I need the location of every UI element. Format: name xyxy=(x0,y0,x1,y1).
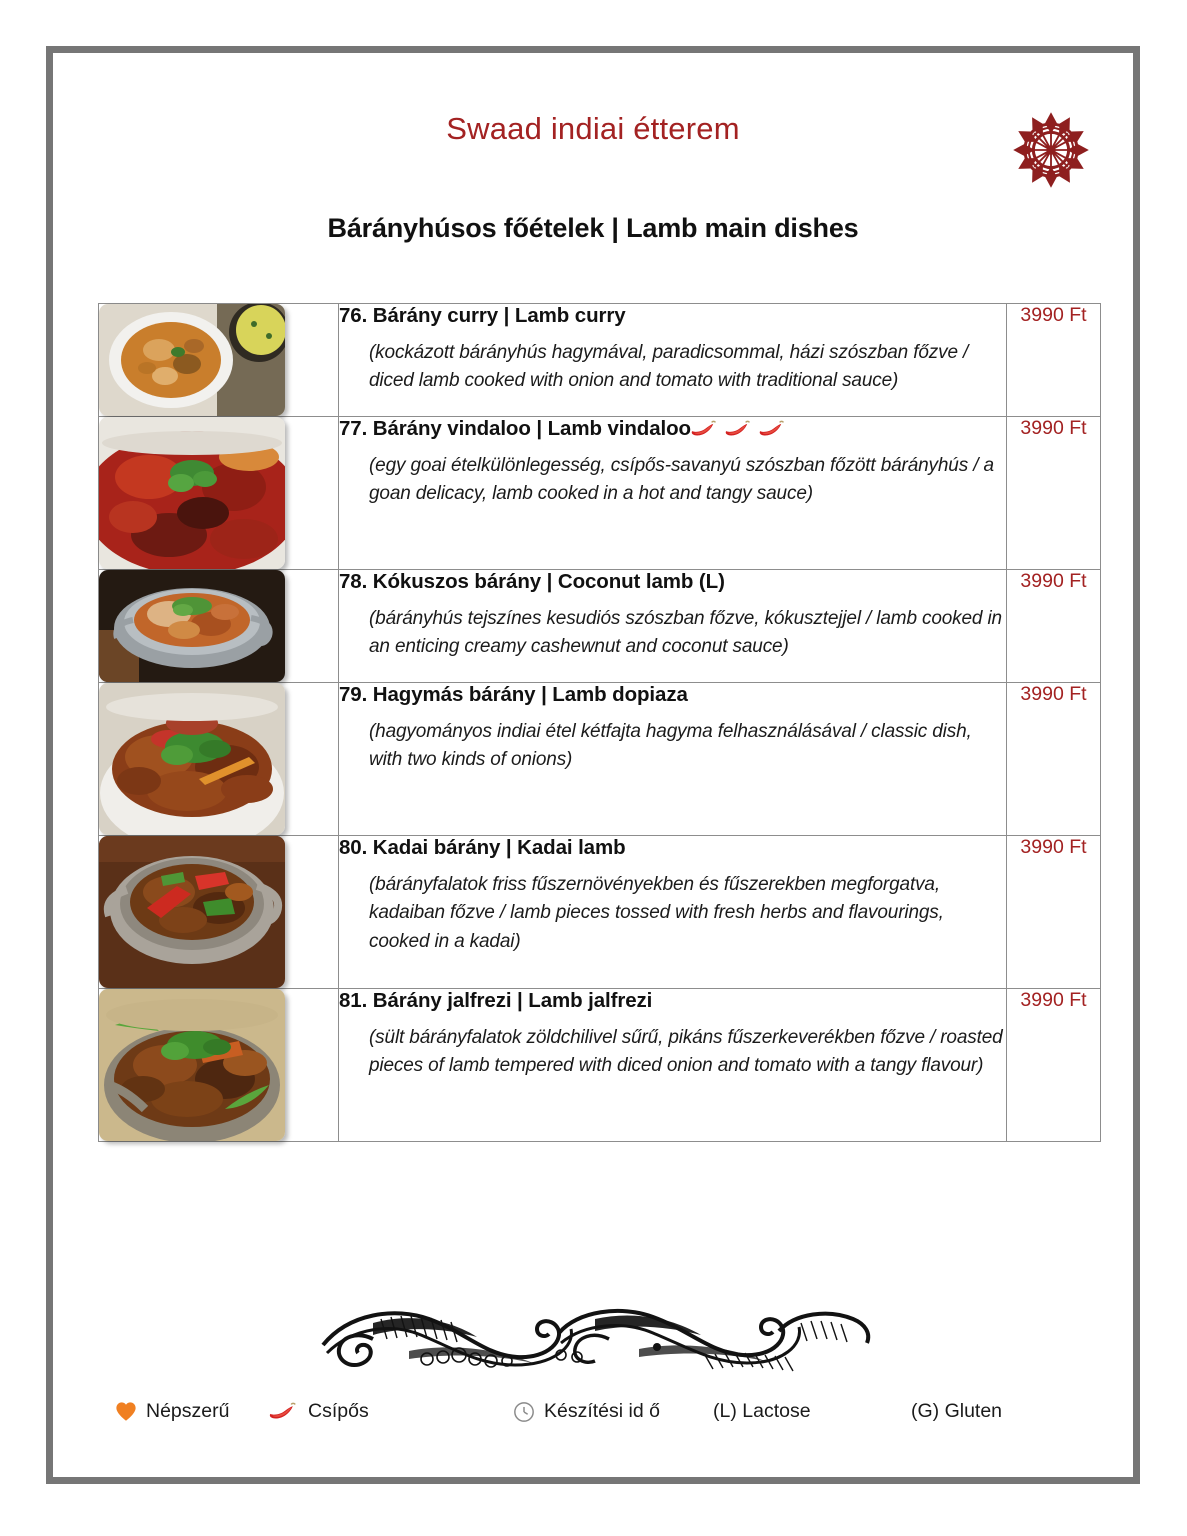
dish-detail-cell xyxy=(339,570,1007,683)
table-row xyxy=(99,683,1101,836)
dish-detail-cell xyxy=(339,304,1007,417)
mandala-rosette-logo xyxy=(1009,108,1093,192)
dish-detail-cell xyxy=(339,417,1007,570)
legend-item-gluten xyxy=(911,1400,1002,1423)
dish-price-cell xyxy=(1007,989,1101,1142)
page-title: Bárányhúsos főételek | Lamb main dishes xyxy=(327,213,859,243)
coconut-lamb-photo xyxy=(99,570,285,682)
table-row xyxy=(99,417,1101,570)
lamb-vindaloo-photo xyxy=(99,417,285,569)
dish-price: 3990 Ft xyxy=(1020,304,1087,326)
legend-label: Csípős xyxy=(308,1400,369,1422)
dish-title-text: 79. Hagymás bárány | Lamb dopiaza xyxy=(339,683,688,706)
dish-photo-cell xyxy=(99,570,339,683)
dish-price-cell xyxy=(1007,836,1101,989)
legend-label: Készítési id ő xyxy=(544,1400,660,1422)
dish-title xyxy=(339,304,1006,329)
dish-title-text: 81. Bárány jalfrezi | Lamb jalfrezi xyxy=(339,989,653,1012)
dish-price: 3990 Ft xyxy=(1020,683,1087,705)
spice-level-indicator xyxy=(692,420,792,438)
dish-title-text: 77. Bárány vindaloo | Lamb vindaloo xyxy=(339,417,691,440)
chili-icon xyxy=(690,420,719,438)
dish-title xyxy=(339,683,1006,708)
legend-item-prep-time xyxy=(513,1400,660,1423)
chili-icon xyxy=(268,1402,299,1421)
dish-price-cell xyxy=(1007,304,1101,417)
dish-price-cell xyxy=(1007,417,1101,570)
chili-icon xyxy=(758,420,787,438)
dish-title-text: 80. Kadai bárány | Kadai lamb xyxy=(339,836,626,859)
table-row xyxy=(99,304,1101,417)
dish-description: (kockázott bárányhús hagymával, paradicsommal, házi szószban főzve / diced lamb cooked with onion and tomato with traditional sauce) xyxy=(369,341,969,392)
dish-photo-cell xyxy=(99,836,339,989)
legend-label: Népszerű xyxy=(146,1400,230,1422)
legend-item-lactose xyxy=(713,1400,811,1423)
dish-description: (bárányhús tejszínes kesudiós szószban főzve, kókusztejjel / lamb cooked in an enticing creamy cashewnut and coconut sauce) xyxy=(369,607,1002,658)
dish-description: (egy goai ételkülönlegesség, csípős-savanyú szószban főzött bárányhús / a goan delicacy, lamb cooked in a hot and tangy sauce) xyxy=(369,454,994,505)
legend-item-spicy xyxy=(268,1400,369,1423)
legend-item-popular xyxy=(115,1400,229,1423)
dish-detail-cell xyxy=(339,989,1007,1142)
dish-title-text: 78. Kókuszos bárány | Coconut lamb (L) xyxy=(339,570,725,593)
dish-price-cell xyxy=(1007,683,1101,836)
dish-description: (bárányfalatok friss fűszernövényekben és fűszerekben megforgatva, kadaiban főzve / lamb pieces tossed with fresh herbs and flavourings, cooked in a kadai) xyxy=(369,873,944,953)
lamb-dopiaza-photo xyxy=(99,683,285,835)
legend-label: (G) Gluten xyxy=(911,1400,1003,1422)
dish-photo-cell xyxy=(99,989,339,1142)
table-row xyxy=(99,836,1101,989)
dish-photo-cell xyxy=(99,683,339,836)
table-row xyxy=(99,989,1101,1142)
dish-photo-cell xyxy=(99,417,339,570)
dish-price: 3990 Ft xyxy=(1020,417,1087,439)
clock-icon xyxy=(513,1401,535,1423)
dish-detail-cell xyxy=(339,683,1007,836)
lamb-jalfrezi-photo xyxy=(99,989,285,1141)
legend xyxy=(103,1398,1063,1438)
kadai-lamb-photo xyxy=(99,836,285,988)
dish-price-cell xyxy=(1007,570,1101,683)
dish-title xyxy=(339,417,1006,442)
dish-price: 3990 Ft xyxy=(1020,836,1087,858)
chili-icon xyxy=(724,420,753,438)
table-row xyxy=(99,570,1101,683)
dish-title xyxy=(339,989,1006,1014)
dish-price: 3990 Ft xyxy=(1020,989,1087,1011)
dish-description: (sült bárányfalatok zöldchilivel sűrű, pikáns fűszerkeverékben főzve / roasted pieces of lamb tempered with diced onion and tomato with a tangy flavour) xyxy=(369,1026,1003,1077)
dish-photo-cell xyxy=(99,304,339,417)
restaurant-brand-title: Swaad indiai étterem xyxy=(446,111,740,146)
heart-icon xyxy=(115,1401,137,1422)
dish-title xyxy=(339,570,1006,595)
dish-title-text: 76. Bárány curry | Lamb curry xyxy=(339,304,626,327)
dish-price: 3990 Ft xyxy=(1020,570,1087,592)
menu-page xyxy=(46,46,1140,1484)
menu-items-table xyxy=(98,303,1101,1142)
legend-label: (L) Lactose xyxy=(713,1400,811,1422)
dish-detail-cell xyxy=(339,836,1007,989)
dish-description: (hagyományos indiai étel kétfajta hagyma felhasználásával / classic dish, with two kinds of onions) xyxy=(369,720,972,771)
lamb-curry-photo xyxy=(99,304,285,416)
dish-title xyxy=(339,836,1006,861)
decorative-flourish-divider xyxy=(309,1293,877,1373)
